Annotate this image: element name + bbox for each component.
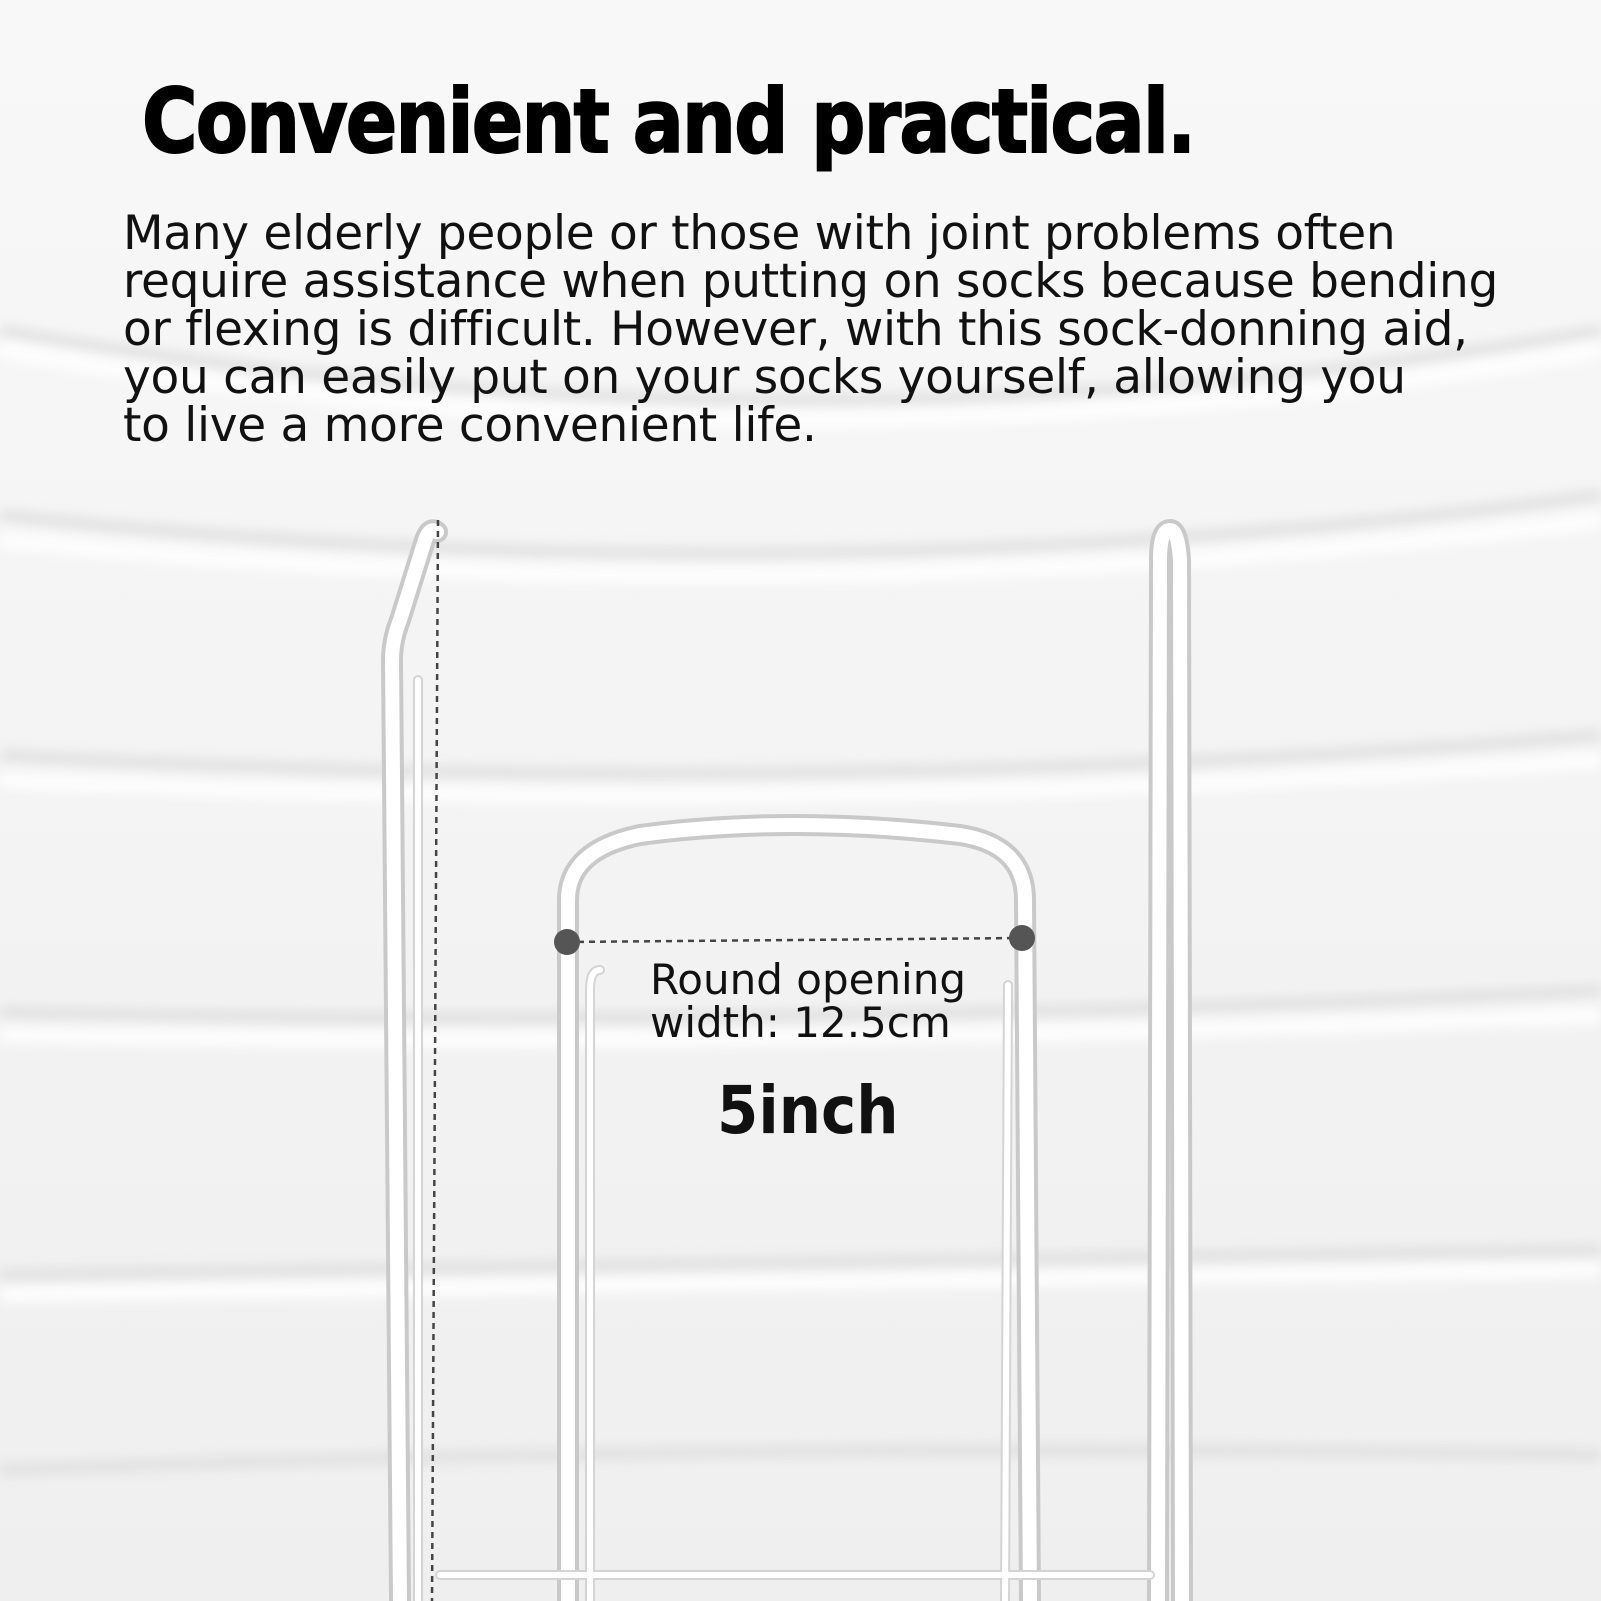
width-guide-line	[567, 938, 1022, 942]
opening-width-label-line: Round opening	[650, 955, 967, 1004]
opening-width-inch: 5inch	[717, 1072, 899, 1149]
opening-width-label-line: width: 12.5cm	[650, 998, 951, 1047]
height-guide-line	[432, 520, 438, 1601]
intro-line: to live a more convenient life.	[123, 398, 817, 453]
opening-width-label	[650, 955, 967, 1047]
intro-line: or flexing is difficult. However, with this sock-donning aid,	[123, 302, 1468, 357]
intro-line: you can easily put on your socks yourself, allowing you	[123, 350, 1406, 405]
width-marker-right	[1009, 925, 1035, 951]
width-marker-left	[554, 929, 580, 955]
intro-line: require assistance when putting on socks because bending	[123, 254, 1499, 309]
intro-line: Many elderly people or those with joint problems often	[123, 206, 1396, 261]
headline: Convenient and practical.	[142, 70, 1195, 173]
intro-paragraph	[123, 206, 1543, 453]
